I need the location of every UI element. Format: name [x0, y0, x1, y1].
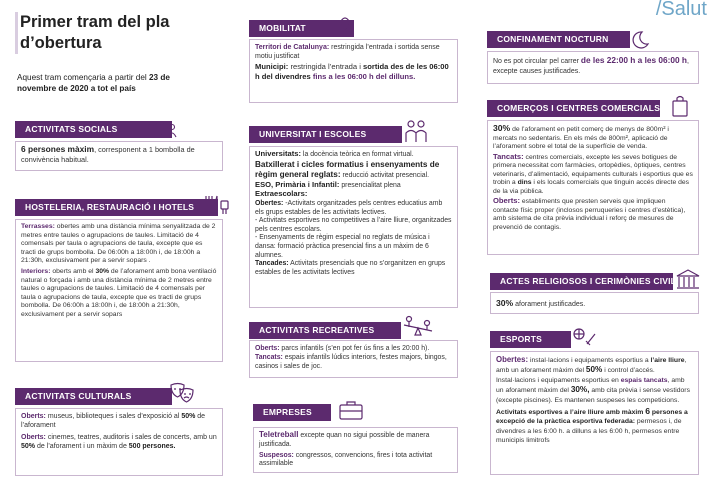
culturals-oberts2-mid: de l’aforament i un màxim de	[35, 443, 129, 451]
hosteleria-header: HOSTELERIA, RESTAURACIÓ I HOTELS	[15, 199, 218, 216]
esports-obertes-pct: 50%	[585, 365, 603, 375]
eso-text: presencialitat plena	[339, 181, 401, 189]
religiosos-pct: 30%	[496, 298, 514, 308]
eso-label: ESO, Primària i Infantil:	[255, 179, 340, 189]
religiosos-text: aforament justificades.	[513, 301, 586, 308]
extra-label: Extraescolars:	[255, 189, 308, 199]
briefcase-icon	[338, 399, 364, 421]
municipi-bold2: 06:00 h del dilluns.	[347, 72, 416, 81]
terrasses-label: Terrasses:	[21, 223, 55, 230]
esports-espais-mid: , amb un aforament màxim del	[496, 376, 685, 395]
building-columns-icon	[675, 268, 701, 290]
recreatives-header: ACTIVITATS RECREATIVES	[249, 322, 401, 339]
hosteleria-box	[15, 219, 223, 362]
page-title: Primer tram del pla d’obertura	[15, 12, 175, 54]
socials-text: , corresponent a 1 bombolla de convivència habitual.	[21, 145, 195, 164]
intro-prefix: Aquest tram començaria a partir del	[17, 73, 149, 82]
obertes-label: Obertes:	[255, 199, 284, 207]
interiors-label: Interiors:	[21, 267, 51, 275]
culturals-oberts1-text: museus, biblioteques i sales d’exposició al	[45, 413, 182, 420]
culturals-oberts1-pct: 50%	[181, 413, 196, 420]
recreatives-box	[249, 340, 458, 378]
universitat-box	[249, 146, 458, 308]
comercos-tancats-bold: dins	[517, 179, 532, 186]
moon-icon	[630, 29, 650, 49]
recreatives-tancats-label: Tancats:	[255, 354, 283, 361]
religiosos-box	[490, 292, 699, 314]
teletreball-text: excepte quan no sigui possible de manera justificada.	[259, 432, 430, 448]
interiors-a: oberts amb el	[50, 267, 96, 275]
activitats-socials-header: ACTIVITATS SOCIALS	[15, 121, 172, 138]
group-people-icon	[143, 120, 179, 140]
comercos-text1: de l’aforament en petit comerç de menys de 800m² i mercats no sedentaris. En els més de 800m², aplicació de l’aforament sobre el total de la superfície de venda.	[493, 126, 669, 150]
interiors-pct: 30%	[95, 267, 110, 275]
comercos-pct: 30%	[493, 123, 511, 133]
esports-espais-tail: amb cita prèvia i sense vestidors (excepte piscines). Es mantenen suspeses les competicions.	[496, 387, 690, 404]
seesaw-icon	[402, 313, 434, 337]
obertes-text: -Activitats organitzades pels centres educatius amb els grups estables de les activitats lectives.	[255, 199, 443, 216]
cutlery-icon	[200, 193, 230, 217]
intro-text	[17, 72, 207, 94]
culturals-oberts1-label: Oberts:	[21, 413, 46, 420]
comercos-header: COMERÇOS I CENTRES COMERCIALS	[487, 100, 660, 117]
interiors-b: de l’aforament amb bona ventilació natural o forçada i amb una distància mínima de 2 metres entre taules o agrupacions de taules. Limitació de 4 comensals per taula o agrupacions de taula, excepte que es tracti de grups bombolla. De 06:00h a 18:00h i, de 18:00h a 21:30h, exclusivament per a servir sopars	[21, 267, 217, 318]
sports-icon	[572, 326, 598, 348]
esports-header: ESPORTS	[490, 331, 571, 348]
universitat-header: UNIVERSITAT I ESCOLES	[249, 126, 402, 143]
municipi-mid: fins a les	[310, 72, 348, 81]
municipi-bold: sortida des de les 06:00 h del divendres	[255, 62, 449, 81]
esports-obertes-text: instal·lacions i equipaments esportius a	[528, 357, 651, 364]
esports-obertes-tail: i control d’accés. Instal·lacions i equipaments esportius en	[496, 367, 655, 384]
territori-text: restringida l’entrada i sortida sense motiu justificat	[255, 44, 440, 60]
esports-espais-bold: espais tancats	[620, 376, 668, 384]
esports-obertes-bold: l’aire lliure	[650, 357, 685, 364]
esports-aire-text: permesos i, de divendres a les 6:00 h. a dilluns a les 6:00 h, permesos entre municipis limitrofs	[496, 418, 682, 445]
confinament-box	[487, 51, 699, 84]
esports-aire-bold: Activitats esportives a l’aire lliure amb màxim	[496, 409, 646, 417]
esports-aire-bold2: persones a excepció de la pràctica esportiva federada:	[496, 409, 688, 426]
shopping-bag-icon	[670, 94, 690, 118]
suspesos-text: congressos, convencions, fires i tota activitat assimilable	[259, 451, 433, 468]
comercos-box	[487, 120, 699, 255]
culturals-oberts2-label: Oberts:	[21, 433, 46, 441]
confinament-header: CONFINAMENT NOCTURN	[487, 31, 630, 48]
tancades-text: Activitats presencials que no s’organitzen en grups estables de les activitats lectives	[255, 260, 446, 276]
culturals-oberts2-max: 500 persones.	[128, 443, 176, 451]
activitats-culturals-header: ACTIVITATS CULTURALS	[15, 388, 172, 405]
recreatives-oberts-label: Oberts:	[255, 345, 280, 352]
comercos-oberts-text: establiments que presten serveis que impliquen contacte físic proper (inclosos perruqueries i centres d’estètica), amb sistema de cita prèvia individual i reforç de mesures de prevenció de contagis.	[493, 198, 686, 231]
territori-label: Territori de Catalunya:	[255, 44, 330, 51]
brand-logo: /Salut	[655, 0, 707, 20]
comercos-tancats-tail: i els locals comercials que tinguin accés directe des de la via pública.	[493, 179, 690, 195]
intro-date: 23 de novembre de 2020 a tot el país	[17, 73, 170, 93]
confinament-text2: , excepte causes justificades.	[493, 58, 689, 75]
confinament-bold: de les 22:00 h a les 06:00 h	[580, 55, 687, 65]
esports-obertes-label: Obertes:	[496, 355, 529, 364]
esports-box	[490, 351, 699, 475]
tancades-label: Tancades:	[255, 260, 289, 268]
empreses-header: EMPRESES	[253, 404, 331, 421]
univ-line2: - Activitats esportives no competitives a l’aire lliure, organitzades pels centres escolars.	[255, 217, 452, 233]
terrasses-text: obertes amb una distància mínima senyalitzada de 2 metres entre taules o agrupacions de taules. Limitació de 4 comensals per taula o agrupacions de taula, excepte que es tracti de grups bombolla. De 06:00h a 18:00h i, de 18:00h a 21:30h, exclusivament per a servir sopars .	[21, 223, 216, 265]
socials-bold: 6 persones màxim	[21, 144, 95, 154]
batx-label: Batxillerat i cicles formatius i ensenyaments de règim general reglats:	[255, 159, 440, 180]
confinament-text1: No es pot circular pel carrer	[493, 58, 581, 65]
batx-text: reducció activitat presencial.	[340, 172, 430, 180]
students-icon	[403, 118, 429, 144]
culturals-oberts2-text: cinemes, teatres, auditoris i sales de concerts, amb un	[45, 433, 217, 441]
esports-espais-pct: 30%,	[570, 385, 590, 395]
religiosos-header: ACTES RELIGIOSOS I CERIMÒNIES CIVILS	[490, 273, 673, 290]
comercos-tancats-text: centres comercials, excepte les seves botigues de primera necessitat com farmàcies, ortopèdies, òptiques, centres veterinaris, d’alimentació, equipaments culturals i esportius que es trobin a	[493, 153, 693, 186]
esports-obertes-mid: , amb un aforament màxim del	[496, 357, 687, 375]
municipi-label: Municipi:	[255, 62, 289, 71]
empreses-box	[253, 427, 458, 473]
univ-line3: - Ensenyaments de règim especial no reglats de música i dansa: formació pràctica presencial fins a un màxim de 6 alumnes.	[255, 234, 430, 259]
esports-aire-num: 6	[645, 406, 651, 417]
municipi-text: restringida l’entrada i	[288, 62, 364, 71]
teletreball-label: Teletreball	[259, 430, 299, 439]
comercos-tancats-label: Tancats:	[493, 151, 524, 161]
univ-label: Universitats:	[255, 149, 302, 158]
comercos-oberts-label: Oberts:	[493, 196, 521, 205]
activitats-socials-box	[15, 141, 223, 171]
mobilitat-box	[249, 39, 458, 103]
recreatives-tancats-text: espais infantils lúdics interiors, festes majors, bingos, casinos i sales de joc.	[255, 354, 447, 370]
recreatives-oberts-text: parcs infantils (s’en pot fer ús fins a les 20:00 h).	[279, 345, 430, 352]
padlock-icon	[336, 15, 354, 37]
mobilitat-header: MOBILITAT	[249, 20, 354, 37]
culturals-oberts2-pct: 50%	[21, 443, 36, 451]
univ-text: la docència teòrica en format virtual.	[301, 151, 414, 158]
theater-masks-icon	[168, 381, 196, 405]
activitats-culturals-box	[15, 408, 223, 476]
suspesos-label: Suspesos:	[259, 451, 294, 459]
culturals-oberts1-tail: de l’aforament	[21, 413, 206, 430]
